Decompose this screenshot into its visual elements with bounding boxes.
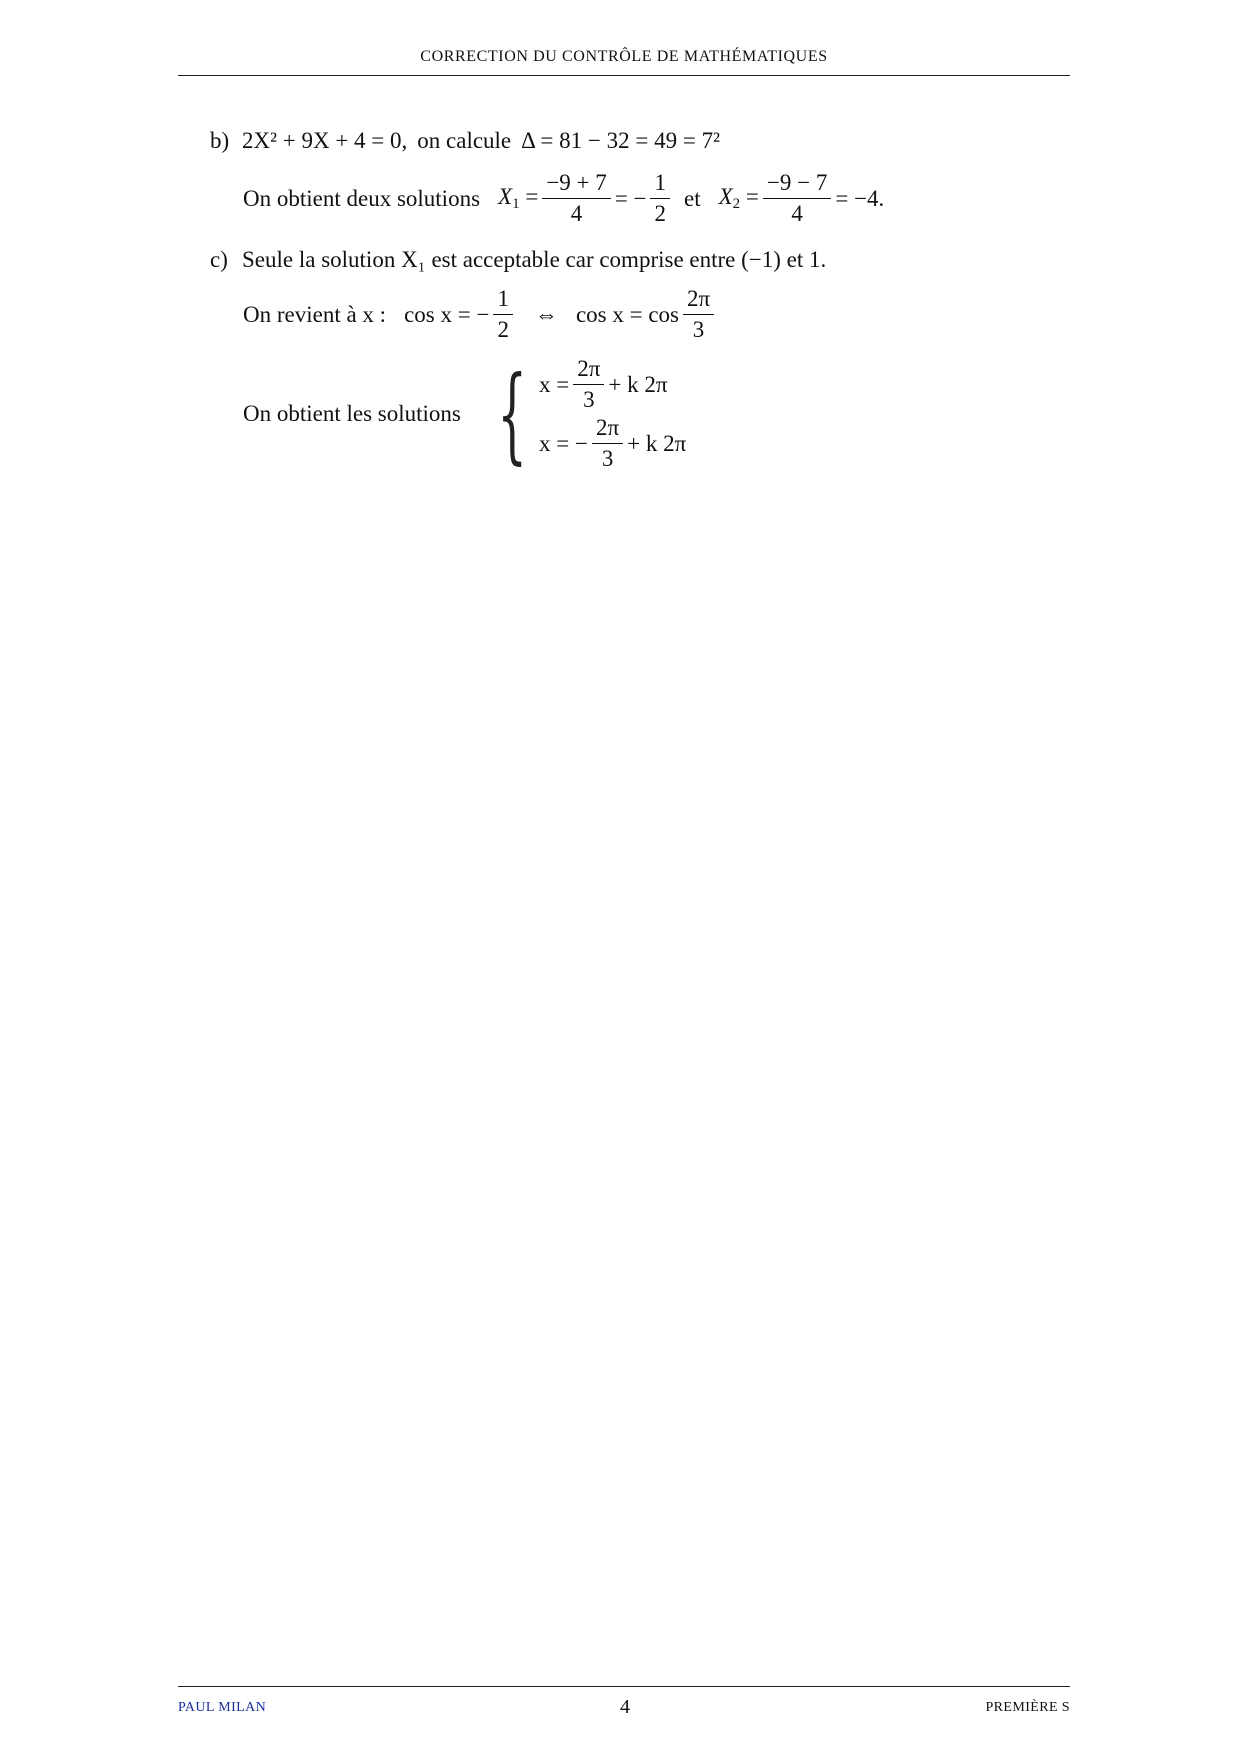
x2-result: = −4. [835, 185, 885, 211]
header-rule [178, 75, 1070, 76]
part-b-solutions-line [243, 170, 884, 227]
left-brace: { [497, 353, 527, 475]
part-c-cos-line [243, 286, 718, 343]
solution-system [479, 353, 687, 475]
x2-fraction: $\frac{-9 - 7}{4}$ [763, 170, 831, 227]
equivalence-symbol: ⇔ [534, 301, 558, 327]
x1-fraction: $\frac{-9 + 7}{4}$ [542, 170, 610, 227]
angle-fraction: $\frac{2\pi}{3}$ [683, 286, 714, 343]
cos-equation-2: cos x = cos [575, 301, 679, 327]
solution-2-fraction: $\frac{2\pi}{3}$ [592, 415, 623, 472]
cos-half-fraction: $\frac{1}{2}$ [493, 286, 513, 343]
revient-label: On revient à x : [243, 301, 387, 327]
solution-1-fraction: $\frac{2\pi}{3}$ [573, 356, 604, 413]
footer-author: PAUL MILAN [178, 1700, 267, 1715]
x2-symbol: $X_2$ = [718, 184, 759, 212]
solutions-label: On obtient les solutions [243, 401, 461, 426]
cos-equation: cos x = − [404, 301, 490, 327]
x1-symbol: $X_1$ = [498, 184, 539, 212]
equals-minus: = − [614, 185, 647, 211]
half-fraction: $\frac{1}{2}$ [650, 170, 670, 227]
quadratic-equation: 2X² + 9X + 4 = 0, [242, 128, 408, 153]
calc-label: on calcule [417, 128, 512, 153]
part-c-marker: c) [210, 247, 228, 272]
two-solutions-label: On obtient deux solutions [243, 185, 481, 211]
and-word: et [683, 185, 701, 211]
page-number: 4 [620, 1696, 630, 1718]
footer-class: PREMIÈRE S [985, 1700, 1070, 1715]
footer-rule [178, 1686, 1070, 1687]
solution-1: x = $\frac{2\pi}{3}$ + k 2π [539, 356, 668, 412]
part-b-equation-line [210, 128, 720, 154]
part-c-system-line [243, 353, 687, 475]
page-header-title: CORRECTION DU CONTRÔLE DE MATHÉMATIQUES [420, 48, 828, 65]
delta-calculation: Δ = 81 − 32 = 49 = 7² [521, 128, 720, 153]
part-c-sentence-line [210, 247, 826, 273]
part-b-marker: b) [210, 128, 230, 153]
solution-2: x = − $\frac{2\pi}{3}$ + k 2π [539, 415, 687, 471]
acceptable-solution-sentence: Seule la solution X₁ est acceptable car comprise entre (−1) et 1. [242, 247, 827, 272]
